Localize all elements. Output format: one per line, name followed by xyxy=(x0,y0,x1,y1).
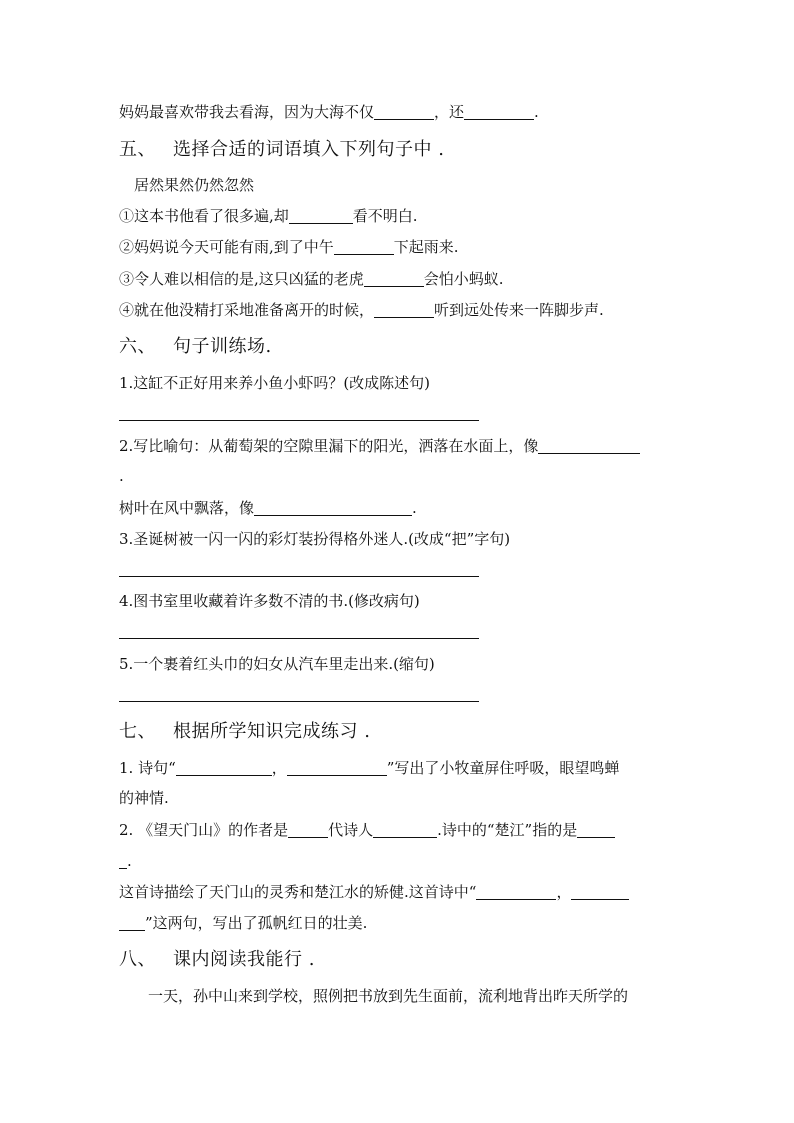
s6-question-5: 5.一个裹着红头巾的妇女从汽车里走出来.(缩句) xyxy=(119,655,435,673)
blank[interactable] xyxy=(254,499,412,516)
blank[interactable] xyxy=(374,103,434,120)
s5-question-1: ①这本书他看了很多遍,却 看不明白. xyxy=(119,207,418,225)
blank[interactable] xyxy=(119,852,127,869)
section-6-heading: 六、 句子训练场. xyxy=(119,336,272,357)
blank[interactable] xyxy=(176,759,272,776)
blank[interactable] xyxy=(476,883,556,900)
blank[interactable] xyxy=(364,270,424,287)
blank[interactable] xyxy=(119,914,145,931)
s7-question-2: 2. 《望天门山》的作者是 代诗人 .诗中的“楚江”指的是 xyxy=(119,820,615,840)
blank[interactable] xyxy=(538,437,640,454)
s7-question-2-cont: . xyxy=(119,851,132,871)
blank[interactable] xyxy=(464,103,534,120)
answer-line[interactable] xyxy=(119,576,479,577)
reading-paragraph: 一天，孙中山来到学校，照例把书放到先生面前，流利地背出昨天所学的 xyxy=(148,987,629,1005)
s5-question-4: ④就在他没精打采地准备离开的时候， 听到远处传来一阵脚步声. xyxy=(119,301,604,319)
blank[interactable] xyxy=(287,759,387,776)
s6-question-2-cont: . xyxy=(119,467,124,485)
s6-question-4: 4.图书室里收藏着许多数不清的书.(修改病句) xyxy=(119,592,420,610)
answer-line[interactable] xyxy=(119,638,479,639)
blank[interactable] xyxy=(288,821,328,838)
s7-question-2-line-2: 这首诗描绘了天门山的灵秀和楚江水的矫健.这首诗中“ ， xyxy=(119,882,629,902)
blank[interactable] xyxy=(373,821,437,838)
s6-question-3: 3.圣诞树被一闪一闪的彩灯装扮得格外迷人.(改成“把”字句) xyxy=(119,530,511,548)
s6-question-2: 2.写比喻句：从葡萄架的空隙里漏下的阳光，洒落在水面上，像 xyxy=(119,436,640,456)
s7-question-2-line-3: ”这两句，写出了孤帆红日的壮美. xyxy=(119,913,367,933)
blank[interactable] xyxy=(334,238,394,255)
section-8-heading: 八、 课内阅读我能行 . xyxy=(119,949,315,970)
section-7-heading: 七、 根据所学知识完成练习 . xyxy=(119,721,371,742)
section-5-heading: 五、 选择合适的词语填入下列句子中 . xyxy=(119,139,445,160)
s7-question-1: 1. 诗句“ ， ”写出了小牧童屏住呼吸，眼望鸣蝉 xyxy=(119,759,620,777)
blank[interactable] xyxy=(571,883,629,900)
s5-question-2: ②妈妈说今天可能有雨,到了中午 下起雨来. xyxy=(119,238,459,256)
answer-line[interactable] xyxy=(119,701,479,702)
s6-question-1: 1.这缸不正好用来养小鱼小虾吗？(改成陈述句) xyxy=(119,374,431,392)
intro-sentence: 妈妈最喜欢带我去看海，因为大海不仅 ，还 . xyxy=(119,103,539,121)
blank[interactable] xyxy=(374,301,434,318)
s5-question-3: ③令人难以相信的是,这只凶猛的老虎 会怕小蚂蚁. xyxy=(119,270,504,288)
word-bank: 居然果然仍然忽然 xyxy=(134,176,255,194)
s7-question-1-cont: 的神情. xyxy=(119,789,169,807)
answer-line[interactable] xyxy=(119,420,479,421)
s6-question-2-line-2: 树叶在风中飘落，像 . xyxy=(119,499,417,517)
blank[interactable] xyxy=(577,821,615,838)
blank[interactable] xyxy=(289,207,353,224)
